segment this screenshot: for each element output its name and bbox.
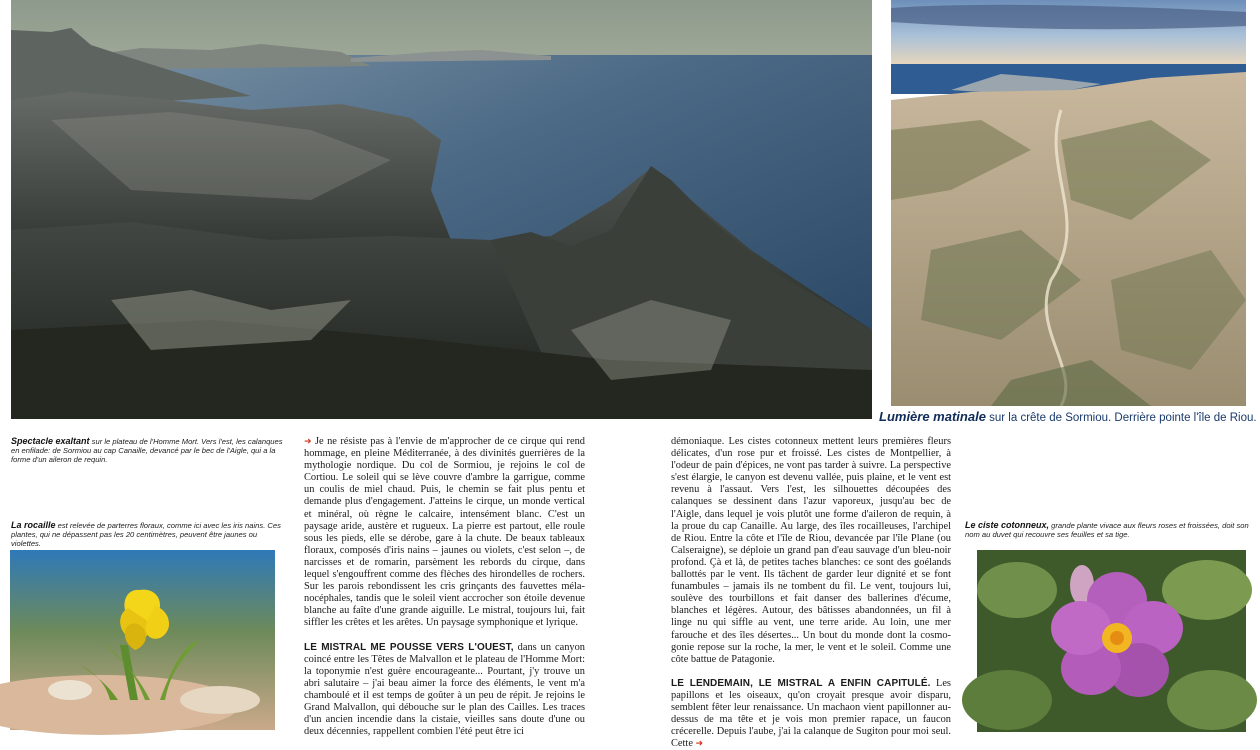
- caption-lumiere-text: sur la crête de Sormiou. Derrière pointe l'île de Riou.: [989, 412, 1257, 424]
- article-col1-para1-text: Je ne résiste pas à l'envie de m'approcher de ce cirque qui rend hommage, en pleine Méditerranée, à des divinités guerrières de la mythologie nordique. Du col de Sormiou, je rejoins le col de Cortiou. Le soleil qui se lève couvre d'ambre la garrigue, comme un coulis de miel chaud. Puis, le chemin se fait plus pentu et demande plus d'engagement. J'atteins le cirque, un monde vertical et minéral, où règne le calcaire, intensément blanc. C'est un paysage aride, austère et rugueux. La pierre est partout, elle roule sous les pieds, elle se dérobe, gare à la chute. De beaux tableaux floraux, composés d'iris nains – jaunes ou violets, c'est selon –, de narcisses et de romarin, parsèment les rebords du cirque, dans lequel s'engouffrent comme des flèches des hirondelles de rochers. Sur les parois rebondissent les cris grinçants des fauvettes mélanocéphales, tandis que le soleil vient accrocher son étoile devenue blanche au faîte d'une grande aiguille. Le mistral, toujours lui, fait siffler les crêtes et les arêtes. Un paysage symphonique et lyrique.: [304, 436, 585, 629]
- article-col2-para2: [671, 678, 951, 750]
- caption-ciste-lead: Le ciste cotonneux,: [965, 520, 1050, 530]
- article-col2-para2-lead: LE LENDEMAIN, LE MISTRAL A ENFIN CAPITULÉ.: [671, 677, 931, 689]
- article-col2-para1-text: démoniaque. Les cistes cotonneux mettent leurs premières fleurs délicates, d'un rose pur et froissé. Les cistes de Montpellier, à l'odeur de pain d'épices, ne vont pas tarder à suivre. La perspective s'est élargie, le canyon est devenu vallée, puis plaine, et le vent est revenu à l'assaut. Vers l'est, les silhouettes découpées des calanques se dessinent dans l'azur vaporeux, jusqu'au bec de l'Aigle, dans lequel je vois plutôt une forme d'aileron de requin, à la proue du cap Canaille. Au large, des îles rocailleuses, l'archipel de Riou. Entre la côte et l'île de Riou, devancée par l'île Plane (ou Calseraigne), se déploie un grand pan d'eau sauvage d'un bleu-noir profond. Çà et là, de petites taches blanches: ce sont des goélands ballottés par le vent. Ils tâchent de garder leur dignité et se font funambules – jamais ils ne tombent du fil. Le vent, toujours lui, soulève des tourbillons et fait danser des ballerines d'écume, blanches et légères. Autour, des bâtisses abandonnées, un fil à linge nu qui siffle au vent, une terre aride. Au loin, une mer farouche et des îles désertes... Un bout du monde dont la cosmogonie repose sur la roche, la mer, le vent et le soleil. Comme une côte battue de Patagonie.: [671, 436, 951, 665]
- article-col1-para2-text: dans un canyon coincé entre les Têtes de Malvallon et le plateau de l'Homme Mort: la toponymie n'est guère encourageante... Pourtant, j'y trouve un abri salutaire – j'ai beau aimer la force des éléments, le vent m'a chamboulé et il est temps de goûter à un peu de répit. Je rejoins le Grand Malvallon, qui débouche sur le plan des Cailles. Les traces d'un ancien incendie dans la cistaie, vieilles sans doute d'une ou deux décennies, rappellent combien l'été peut être ici: [304, 641, 586, 738]
- article-column-1: [304, 436, 585, 736]
- article-col2-para1: [671, 436, 951, 666]
- article-col1-para1: [304, 436, 585, 630]
- caption-ciste: [965, 521, 1250, 539]
- caption-lumiere: [879, 409, 1257, 424]
- caption-spectacle-text: sur le plateau de l'Homme Mort. Vers l'est, les calanques en enfilade: de Sormiou au cap Canaille, devancé par le bec de l'Aigle, qui a la forme d'un aileron de requin.: [11, 437, 283, 464]
- continue-arrow-icon: ➜: [304, 437, 312, 447]
- caption-spectacle-lead: Spectacle exaltant: [11, 436, 90, 446]
- caption-lumiere-lead: Lumière matinale: [879, 409, 986, 424]
- pink-cistus-photo: [977, 550, 1246, 732]
- calanques-panorama-photo: [11, 0, 872, 419]
- article-column-2: [671, 436, 951, 750]
- sormiou-ridge-photo: [891, 0, 1246, 406]
- caption-rocaille-lead: La rocaille: [11, 520, 56, 530]
- caption-rocaille-text: est relevée de parterres floraux, comme ici avec les iris nains. Ces plantes, qui ne dépassent pas les 20 centimètres, peuvent être jaunes ou violettes.: [11, 521, 281, 548]
- next-page-arrow-icon: ➜: [695, 739, 704, 750]
- article-col1-para2-lead: LE MISTRAL ME POUSSE VERS L'OUEST,: [304, 641, 514, 653]
- article-col1-para2: [304, 642, 585, 739]
- yellow-iris-photo: [10, 550, 275, 730]
- caption-rocaille: [11, 521, 286, 548]
- article-col2-para2-text: Les papillons et les oiseaux, qu'on croyait presque avoir disparu, semblent fêter leur renaissance. Un machaon vient papillonner au-dessus de ma tête et je vois mon premier rapace, un faucon crécerelle. Depuis l'aube, j'ai la calanque de Sugiton pour moi seul. Cette: [671, 677, 951, 750]
- caption-ciste-text: grande plante vivace aux fleurs roses et froissées, doit son nom au duvet qui recouvre ses feuilles et sa tige.: [965, 521, 1249, 539]
- caption-spectacle: [11, 437, 286, 464]
